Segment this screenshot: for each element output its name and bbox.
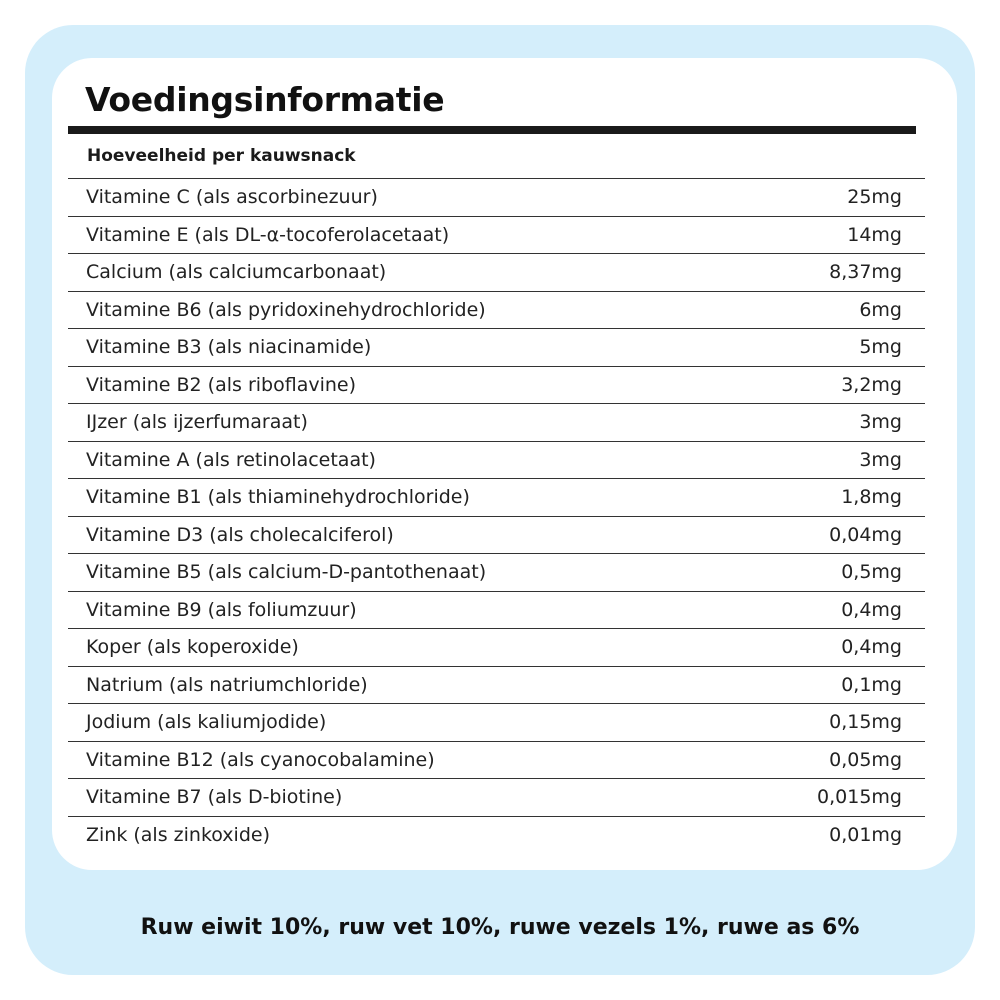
nutrient-name: Natrium (als natriumchloride) bbox=[86, 673, 368, 696]
nutrient-amount: 0,015mg bbox=[817, 786, 902, 809]
nutrient-name: Vitamine E (als DL-α-tocoferolacetaat) bbox=[86, 223, 450, 246]
nutrient-name: Zink (als zinkoxide) bbox=[86, 823, 270, 846]
nutrient-name: Jodium (als kaliumjodide) bbox=[86, 711, 327, 734]
nutrition-table bbox=[68, 178, 925, 853]
nutrient-name: Koper (als koperoxide) bbox=[86, 636, 299, 659]
nutrient-name: Vitamine B3 (als niacinamide) bbox=[86, 336, 372, 359]
nutrient-name: Vitamine B6 (als pyridoxinehydrochloride) bbox=[86, 298, 486, 321]
nutrient-amount: 1,8mg bbox=[841, 486, 902, 509]
nutrient-amount: 0,01mg bbox=[829, 823, 902, 846]
nutrient-amount: 3,2mg bbox=[841, 373, 902, 396]
table-row bbox=[68, 629, 925, 667]
table-row bbox=[68, 704, 925, 742]
table-row bbox=[68, 442, 925, 480]
nutrient-name: Vitamine B7 (als D-biotine) bbox=[86, 786, 343, 809]
nutrient-amount: 0,5mg bbox=[841, 561, 902, 584]
table-row bbox=[68, 179, 925, 217]
table-row bbox=[68, 479, 925, 517]
nutrient-amount: 0,1mg bbox=[841, 673, 902, 696]
table-row bbox=[68, 517, 925, 555]
table-row bbox=[68, 667, 925, 705]
table-row bbox=[68, 217, 925, 255]
nutrient-name: Vitamine D3 (als cholecalciferol) bbox=[86, 523, 394, 546]
nutrient-amount: 8,37mg bbox=[829, 261, 902, 284]
table-row bbox=[68, 329, 925, 367]
nutrient-amount: 0,04mg bbox=[829, 523, 902, 546]
nutrient-amount: 3mg bbox=[859, 411, 902, 434]
nutrient-name: Vitamine B5 (als calcium-D-pantothenaat) bbox=[86, 561, 487, 584]
table-row bbox=[68, 817, 925, 854]
nutrient-amount: 14mg bbox=[847, 223, 902, 246]
table-row bbox=[68, 554, 925, 592]
table-row bbox=[68, 742, 925, 780]
nutrient-amount: 25mg bbox=[847, 186, 902, 209]
nutrient-name: Vitamine B2 (als riboflavine) bbox=[86, 373, 356, 396]
nutrient-amount: 6mg bbox=[859, 298, 902, 321]
nutrient-name: IJzer (als ijzerfumaraat) bbox=[86, 411, 308, 434]
nutrient-name: Vitamine A (als retinolacetaat) bbox=[86, 448, 376, 471]
table-row bbox=[68, 404, 925, 442]
nutrient-amount: 0,4mg bbox=[841, 598, 902, 621]
nutrient-name: Vitamine B9 (als foliumzuur) bbox=[86, 598, 357, 621]
table-row bbox=[68, 254, 925, 292]
nutrient-amount: 5mg bbox=[859, 336, 902, 359]
nutrient-name: Vitamine B12 (als cyanocobalamine) bbox=[86, 748, 435, 771]
table-row bbox=[68, 779, 925, 817]
nutrient-amount: 0,15mg bbox=[829, 711, 902, 734]
nutrient-name: Calcium (als calciumcarbonaat) bbox=[86, 261, 387, 284]
title-divider bbox=[68, 126, 916, 134]
table-row bbox=[68, 367, 925, 405]
page-title: Voedingsinformatie bbox=[85, 80, 445, 119]
table-row bbox=[68, 292, 925, 330]
footer-composition: Ruw eiwit 10%, ruw vet 10%, ruwe vezels 1%, ruwe as 6% bbox=[140, 915, 860, 940]
nutrient-amount: 3mg bbox=[859, 448, 902, 471]
nutrient-amount: 0,4mg bbox=[841, 636, 902, 659]
nutrient-name: Vitamine B1 (als thiaminehydrochloride) bbox=[86, 486, 470, 509]
table-row bbox=[68, 592, 925, 630]
nutrient-amount: 0,05mg bbox=[829, 748, 902, 771]
table-subheader: Hoeveelheid per kauwsnack bbox=[87, 146, 356, 166]
nutrient-name: Vitamine C (als ascorbinezuur) bbox=[86, 186, 378, 209]
